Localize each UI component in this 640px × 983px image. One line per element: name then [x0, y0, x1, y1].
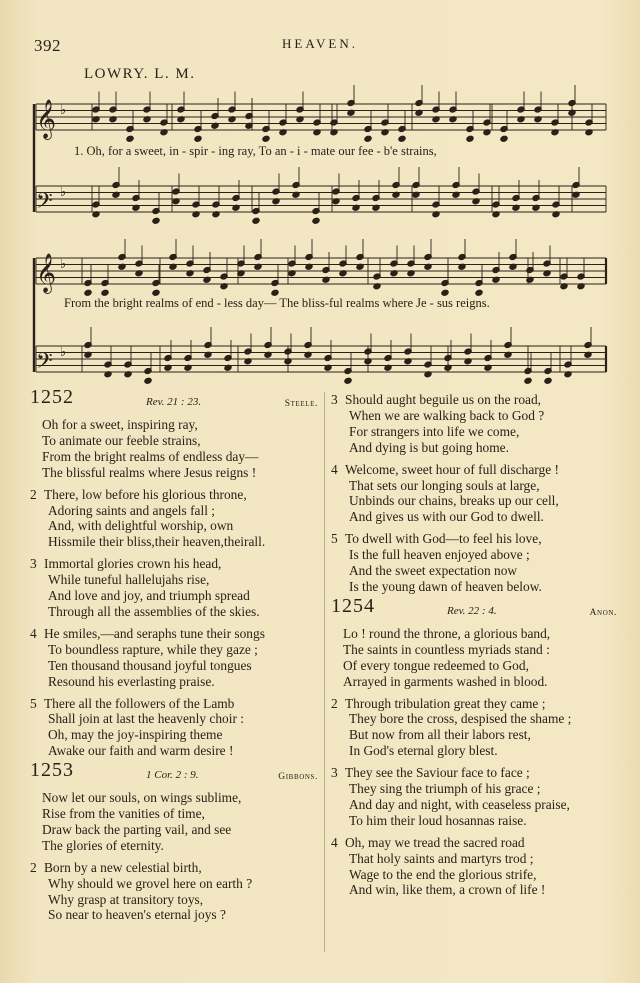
stanza-number: 2: [331, 695, 338, 711]
stanza-line: And gives us with our God to dwell.: [349, 509, 544, 525]
stanza-line: Oh for a sweet, inspiring ray,: [42, 417, 198, 432]
column-divider: [324, 392, 325, 952]
bass-clef-icon: 𝄢: [36, 349, 53, 379]
treble-clef-icon: 𝄞: [36, 99, 57, 139]
stanza-line: From the bright realms of endless day—: [42, 448, 259, 464]
hymn-header: [331, 594, 619, 625]
stanza-line: Welcome, sweet hour of full discharge !: [345, 461, 559, 477]
stanza-line: To him their loud hosannas raise.: [349, 812, 527, 828]
stanza-line: Lo ! round the throne, a glorious band,: [343, 625, 551, 641]
stanza-line: Rise from the vanities of time,: [42, 806, 205, 822]
stanza-line: Should aught beguile us on the road,: [345, 392, 541, 407]
stanza-line: In God's eternal glory blest.: [349, 743, 498, 759]
hymn-reference: Rev. 22 : 4.: [447, 604, 497, 617]
page-title: HEAVEN.: [281, 36, 358, 51]
stanza-number: 4: [331, 834, 338, 850]
note-head: [524, 377, 532, 384]
hymn-1253: [30, 759, 320, 923]
stanza: [331, 835, 619, 899]
stanza-line: To dwell with God—to feel his love,: [345, 531, 542, 547]
stanza-number: 4: [30, 625, 37, 641]
note-head: [500, 135, 508, 142]
stanza-line: Why should we grovel here on earth ?: [48, 875, 253, 891]
stanza-line: When we are walking back to God ?: [349, 407, 545, 423]
page-number: 392: [34, 36, 61, 55]
lyric-line-1: 1. Oh, for a sweet, in - spir - ing ray, To an - i - mate our fee - b'e strains,: [74, 144, 437, 158]
note-head: [194, 135, 202, 142]
stanza-line: They bore the cross, despised the shame ;: [349, 711, 572, 727]
stanza-line: And, with delightful worship, own: [48, 518, 234, 534]
stanza-line: That sets our longing souls at large,: [349, 477, 540, 493]
stanza-line: So near to heaven's eternal joys ?: [48, 907, 226, 923]
stanza: [30, 556, 320, 620]
stanza-line: Unbinds our chains, breaks up our cell,: [349, 493, 559, 509]
flat-icon: ♭: [60, 345, 67, 360]
stanza-line: Resound his everlasting praise.: [48, 673, 215, 689]
hymn-number: 1254: [331, 594, 375, 617]
stanza-line: Draw back the parting vail, and see: [42, 821, 232, 837]
stanza: [331, 696, 619, 760]
stanza: [331, 765, 619, 829]
stanza-line: And day and night, with ceaseless praise,: [349, 796, 570, 812]
hymn-1253-continued: [331, 392, 619, 595]
stanza-line: Immortal glories crown his head,: [44, 556, 222, 572]
stanza: [30, 696, 320, 760]
left-column: [30, 386, 320, 929]
stanza-list: [331, 392, 619, 595]
stanza-line: And love and joy, and triumph spread: [48, 588, 250, 604]
note-head: [144, 377, 152, 384]
stanza-line: And the sweet expectation now: [349, 563, 518, 579]
hymn-header: [30, 759, 320, 789]
stanza-line: The glories of eternity.: [42, 837, 164, 853]
note-head: [312, 217, 320, 224]
flat-icon: ♭: [60, 257, 67, 272]
hymn-header: [30, 386, 320, 416]
hymn-author: Steele.: [284, 399, 318, 409]
stanza-line: Oh, may we tread the sacred road: [345, 834, 525, 850]
hymn-author: Anon.: [589, 607, 617, 618]
stanza-line: Is the full heaven enjoyed above ;: [349, 547, 530, 563]
stanza-number: 5: [30, 695, 37, 711]
stanza-line: Arrayed in garments washed in blood.: [343, 673, 548, 689]
stanza-line: They sing the triumph of his grace ;: [349, 781, 541, 797]
note-head: [344, 377, 352, 384]
hymn-1254: [331, 594, 619, 899]
note-head: [252, 217, 260, 224]
stanza-line: Adoring saints and angels fall ;: [48, 502, 215, 518]
right-column: [331, 392, 619, 904]
stanza: [331, 626, 619, 690]
stanza-number: 4: [331, 461, 338, 477]
stanza-number: 5: [331, 531, 338, 547]
stanza-number: 3: [30, 556, 37, 572]
stanza-number: 2: [30, 859, 37, 875]
flat-icon: ♭: [60, 103, 67, 118]
stanza-line: Born by a new celestial birth,: [44, 859, 202, 875]
stanza-line: The blissful realms where Jesus reigns !: [42, 464, 257, 480]
stanza-line: The saints in countless myriads stand :: [343, 641, 550, 657]
stanza-number: 2: [30, 486, 37, 502]
hymn-reference: Rev. 21 : 23.: [146, 396, 202, 408]
stanza: [30, 626, 320, 690]
stanza: [331, 531, 619, 595]
stanza-line: And win, like them, a crown of life !: [349, 882, 546, 898]
treble-clef-icon: 𝄞: [36, 253, 57, 293]
lyric-line-2: From the bright realms of end - less day— The bliss-ful realms where Je - sus reigns.: [64, 296, 490, 310]
stanza-line: While tuneful hallelujahs rise,: [48, 572, 210, 588]
stanza-number: 3: [331, 392, 338, 407]
tune-name: LOWRY. L. M.: [84, 66, 196, 82]
hymn-number: 1253: [30, 759, 74, 782]
stanza: [30, 487, 320, 551]
stanza-line: Through all the assemblies of the skies.: [48, 603, 260, 619]
stanza-line: Hissmile their bliss,their heaven,theirall.: [48, 534, 266, 550]
stanza-line: Shall join at last the heavenly choir :: [48, 711, 244, 727]
stanza-line: Is the young dawn of heaven below.: [349, 578, 542, 594]
stanza-line: Wage to the end the glorious strife,: [349, 866, 537, 882]
stanza: [30, 417, 320, 481]
bass-clef-icon: 𝄢: [36, 189, 53, 219]
hymn-1252: [30, 386, 320, 759]
stanza-line: Through tribulation great they came ;: [345, 695, 546, 711]
stanza-line: Ten thousand thousand joyful tongues: [48, 657, 252, 673]
note-head: [466, 135, 474, 142]
stanza: [30, 790, 320, 854]
note-head: [364, 135, 372, 142]
stanza-line: He smiles,—and seraphs tune their songs: [44, 625, 265, 641]
stanza-line: But now from all their labors rest,: [349, 727, 531, 743]
hymn-reference: 1 Cor. 2 : 9.: [146, 769, 199, 782]
note-head: [152, 217, 160, 224]
hymn-number: 1252: [30, 386, 74, 408]
music-score: [0, 0, 640, 390]
stanza-line: Oh, may the joy-inspiring theme: [48, 727, 223, 743]
note-head: [262, 135, 270, 142]
note-head: [126, 135, 134, 142]
stanza-line: Now let our souls, on wings sublime,: [42, 790, 242, 806]
stanza-list: [331, 626, 619, 899]
stanza-line: To boundless rapture, while they gaze ;: [48, 641, 258, 657]
note-head: [398, 135, 406, 142]
stanza-line: And dying is but going home.: [349, 439, 509, 455]
stanza-line: To animate our feeble strains,: [42, 432, 201, 448]
stanza-line: They see the Saviour face to face ;: [345, 765, 530, 781]
hymn-author: Gibbons.: [278, 772, 318, 783]
stanza-line: Awake our faith and warm desire !: [48, 743, 234, 759]
stanza-line: There, low before his glorious throne,: [44, 486, 247, 502]
stanza: [331, 462, 619, 526]
stanza-line: Why grasp at transitory toys,: [48, 891, 204, 907]
stanza-line: That holy saints and martyrs trod ;: [349, 850, 534, 866]
stanza-list: [30, 790, 320, 923]
flat-icon: ♭: [60, 185, 67, 200]
stanza-number: 3: [331, 765, 338, 781]
stanza-line: Of every tongue redeemed to God,: [343, 657, 529, 673]
note-head: [544, 377, 552, 384]
stanza-line: For strangers into life we come,: [349, 423, 520, 439]
stanza: [331, 392, 619, 456]
stanza-list: [30, 417, 320, 759]
stanza-line: There all the followers of the Lamb: [44, 695, 235, 711]
stanza: [30, 860, 320, 924]
